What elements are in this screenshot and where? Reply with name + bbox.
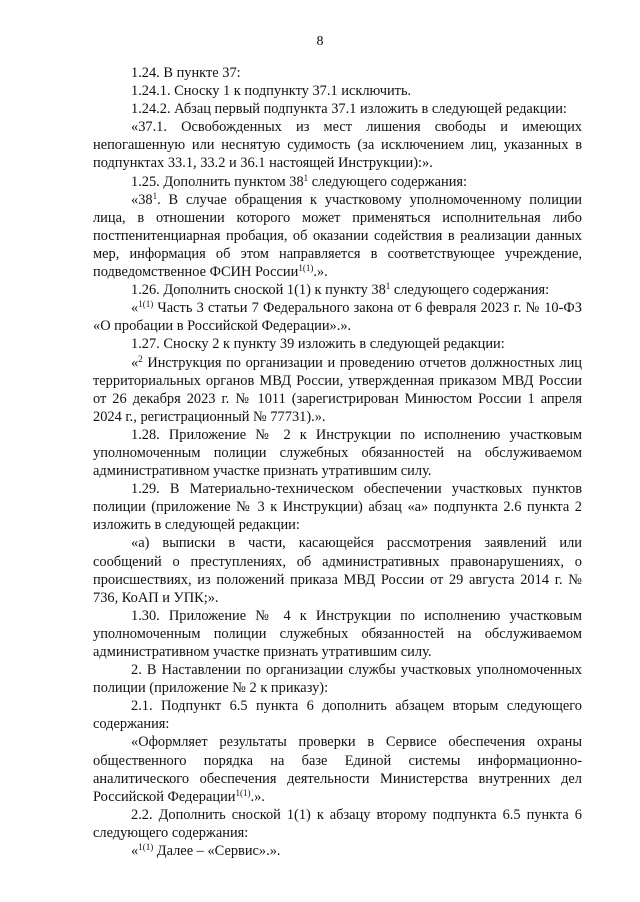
paragraph-text: 1.24. В пункте 37: [131, 65, 241, 81]
paragraph-text: Инструкция по организации и проведению отчетов должностных лиц территориальных органов МВД России, утвержденная приказом МВД России от 26 декабря 2023 г. № 1011 (зарегистрирован Минюстом России 1 апреля 2024 г., регистрационный № 77731).». [93, 354, 582, 425]
paragraph [93, 118, 582, 172]
paragraph [93, 299, 582, 335]
paragraph-text: 1.27. Сноску 2 к пункту 39 изложить в следующей редакции: [131, 336, 505, 353]
paragraph-text: 1.25. Дополнить пунктом 38 [131, 173, 304, 190]
paragraph-text: 1.26. Дополнить сноской 1(1) к пункту 38 [131, 282, 386, 299]
paragraph [93, 335, 582, 353]
paragraph [93, 281, 582, 299]
document-body [93, 64, 582, 860]
paragraph-text: 2.1. Подпункт 6.5 пункта 6 дополнить абзацем вторым следующего содержания: [93, 698, 582, 733]
paragraph-text: « [131, 354, 139, 371]
paragraph [93, 173, 582, 191]
paragraph-text: следующего содержания: [390, 282, 550, 299]
paragraph [93, 697, 582, 733]
paragraph [93, 607, 582, 661]
footnote-marker: 1(1) [138, 842, 154, 853]
paragraph [93, 426, 582, 480]
paragraph [93, 100, 582, 118]
paragraph-text: 1.30. Приложение № 4 к Инструкции по исполнению участковым уполномоченным полиции служебных обязанностей на обслуживаемом административном участке признать утратившим силу. [93, 607, 582, 660]
paragraph-text: «37.1. Освобожденных из мест лишения свободы и имеющих непогашенную или неснятую судимость (за исключением лиц, указанных в подпунктах 33.1, 33.2 и 36.1 настоящей Инструкции):». [93, 119, 582, 172]
paragraph-text: .». [250, 788, 265, 805]
paragraph-text: 2.2. Дополнить сноской 1(1) к абзацу второму подпункта 6.5 пункта 6 следующего содержания: [93, 806, 582, 841]
paragraph-text: .». [313, 264, 328, 281]
footnote-marker: 1(1) [235, 787, 251, 798]
footnote-marker: 1 [303, 172, 309, 183]
paragraph-text: «а) выписки в части, касающейся рассмотрения заявлений или сообщений о преступлениях, об административных правонарушениях, о происшествиях, из положений приказа МВД России от 29 августа 2014 г. № 736, КоАП и УПК;». [93, 535, 582, 606]
paragraph-text: «Оформляет результаты проверки в Сервисе обеспечения охраны общественного порядка на базе Единой системы информационно-аналитического обеспечения деятельности Министерства внутренних дел Российской Федерации [93, 734, 582, 805]
paragraph-text: следующего содержания: [308, 173, 468, 190]
paragraph-text: 1.28. Приложение № 2 к Инструкции по исполнению участковым уполномоченным полиции служебных обязанностей на обслуживаемом административном участке признать утратившим силу. [93, 426, 582, 480]
paragraph-text: 1.24.2. Абзац первый подпункта 37.1 изложить в следующей редакции: [131, 101, 567, 118]
paragraph-text: « [131, 843, 139, 860]
footnote-marker: 1(1) [138, 299, 154, 310]
paragraph-text: « [131, 300, 139, 317]
footnote-marker: 1 [385, 281, 391, 292]
paragraph [93, 82, 582, 100]
paragraph-text: 2. В Наставлении по организации службы участковых уполномоченных полиции (приложение № 2 к приказу): [93, 662, 582, 697]
paragraph [93, 733, 582, 805]
paragraph [93, 842, 582, 860]
paragraph-text: 1.29. В Материально-техническом обеспечении участковых пунктов полиции (приложение № 3 к Инструкции) абзац «а» подпункта 2.6 пункта 2 изложить в следующей редакции: [93, 481, 582, 534]
paragraph-text: 1.24.1. Сноску 1 к подпункту 37.1 исключить. [131, 83, 412, 100]
paragraph [93, 534, 582, 606]
paragraph [93, 480, 582, 534]
paragraph-text: «38 [131, 191, 153, 208]
footnote-marker: 1 [152, 190, 158, 201]
paragraph-text: . В случае обращения к участковому уполномоченному полиции лица, в отношении которого может применяться исполнительная либо постпенитенциарная пробация, об оказании содействия в реализации данных мер, информация об этом направляется в соответствующее учреждение, подведомственное ФСИН России [93, 191, 582, 281]
paragraph-text: Далее – «Сервис».». [153, 843, 281, 860]
paragraph [93, 354, 582, 426]
paragraph [93, 661, 582, 697]
footnote-marker: 2 [138, 353, 143, 364]
paragraph [93, 191, 582, 281]
page-number: 8 [316, 34, 324, 49]
paragraph [93, 64, 582, 82]
footnote-marker: 1(1) [298, 263, 314, 274]
paragraph-text: Часть 3 статьи 7 Федерального закона от 6 февраля 2023 г. № 10-ФЗ «О пробации в Российской Федерации».». [93, 300, 582, 335]
paragraph [93, 806, 582, 842]
